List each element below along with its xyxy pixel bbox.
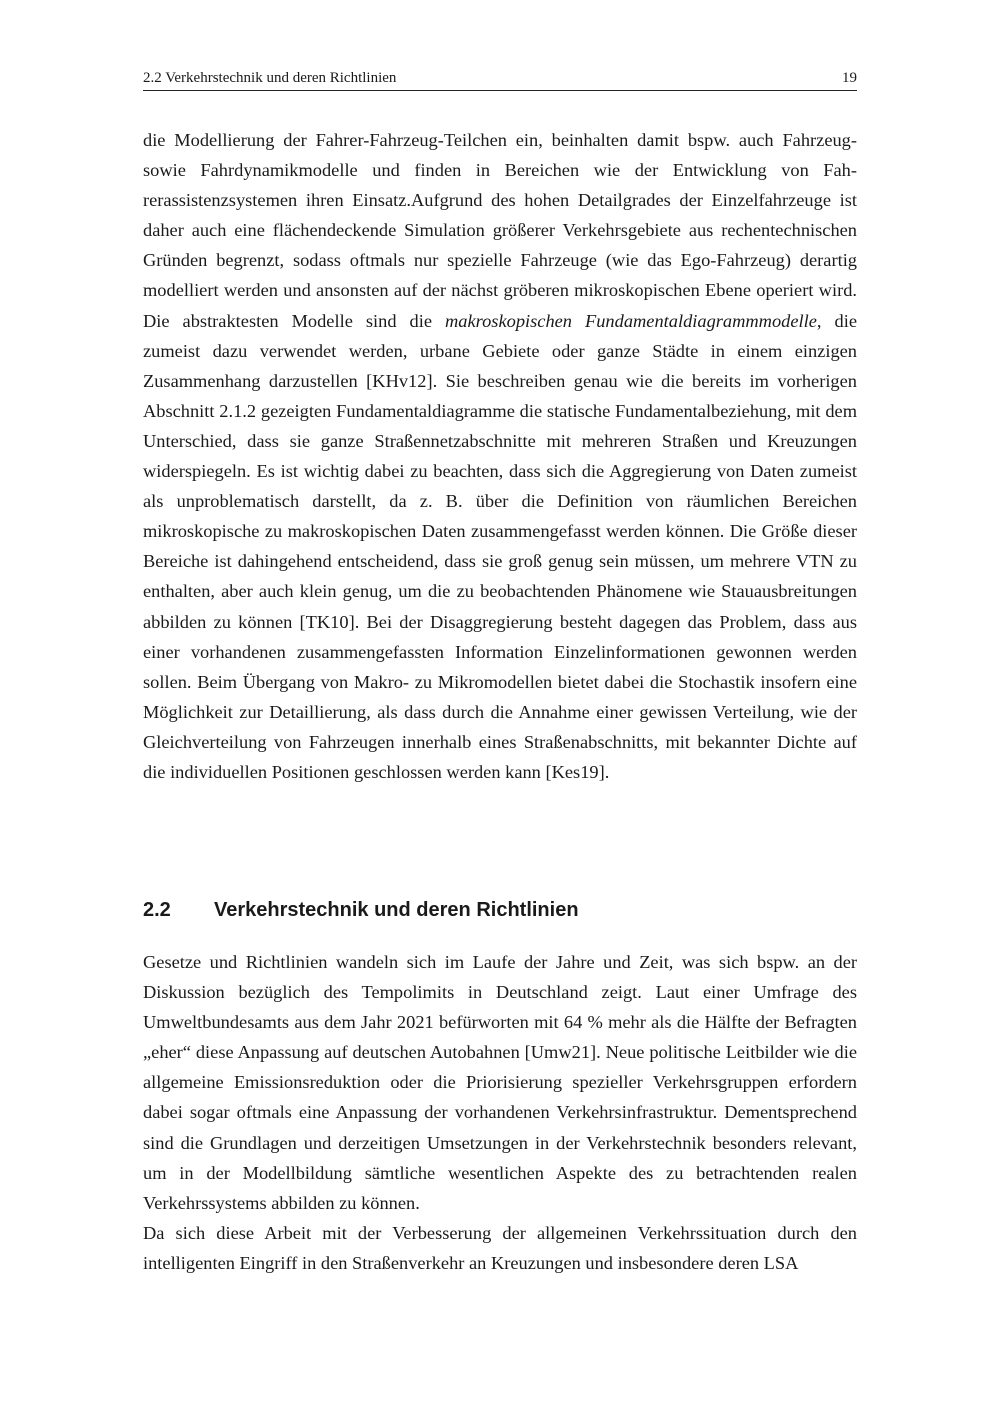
section-heading <box>143 895 857 925</box>
running-header <box>143 68 857 91</box>
page-number: 19 <box>842 70 857 86</box>
paragraph <box>143 125 857 787</box>
running-header-title: 2.2 Verkehrstechnik und deren Richtlinien <box>143 70 397 86</box>
section-body <box>143 947 857 1278</box>
paragraph-text: die Modellierung der Fahrer-Fahrzeug-Teilchen ein, beinhalten damit bspw. auch Fahrzeug- sowie Fahrdynamikmodelle und finden in Bereichen wie der Entwicklung von Fahrerassistenzsystemen ihren Einsatz.Aufgrund des hohen Detailgrades der Einzelfahrzeuge ist daher auch eine flächendeckende Simulation größerer Verkehrsgebiete aus rechentechnischen Gründen begrenzt, sodass oftmals nur spezielle Fahrzeuge (wie das Ego-Fahrzeug) derartig modelliert werden und ansonsten auf der nächst gröberen mikroskopischen Ebene operiert wird. Die abstraktesten Modelle sind die <box>143 130 857 331</box>
paragraph: Gesetze und Richtlinien wandeln sich im Laufe der Jahre und Zeit, was sich bspw. an der Diskussion bezüglich des Tempolimits in Deutschland zeigt. Laut einer Umfrage des Umweltbundesamts aus dem Jahr 2021 befürworten mit 64 % mehr als die Hälfte der Befragten „eher“ diese Anpassung auf deutschen Autobahnen [Umw21]. Neue politische Leitbilder wie die allgemeine Emissionsreduktion oder die Priorisierung spezieller Verkehrsgruppen erfordern dabei sogar oftmals eine Anpassung der vorhandenen Verkehrsinfrastruktur. Dementsprechend sind die Grundlagen und derzeitigen Umsetzungen in der Verkehrstechnik besonders relevant, um in der Modellbildung sämtliche wesentlichen Aspekte des zu betrachtenden realen Verkehrssystems abbilden zu können. <box>143 952 857 1213</box>
paragraph: Da sich diese Arbeit mit der Verbesserung der allgemeinen Verkehrssituation durch den intelligenten Eingriff in den Straßenverkehr an Kreuzungen und insbesondere deren LSA <box>143 1222 857 1273</box>
emphasized-term: makroskopischen Fundamentaldiagrammmodelle <box>445 310 817 331</box>
body-paragraph-continued <box>143 125 857 787</box>
paragraph-text: , die zumeist dazu verwendet werden, urbane Gebiete oder ganze Städte in einem einzigen Zusammenhang darzustellen [KHv12]. Sie beschreiben genau wie die bereits im vorherigen Abschnitt 2.1.2 gezeigten Fundamentaldiagramme die statische Fundamentalbeziehung, mit dem Unterschied, dass sie ganze Straßennetzabschnitte mit mehreren Straßen und Kreuzungen widerspiegeln. Es ist wichtig dabei zu beachten, dass sich die Aggregierung von Daten zumeist als unproblematisch darstellt, da z. B. über die Definition von räumlichen Bereichen mikroskopische zu makroskopischen Daten zusammengefasst werden können. Die Größe dieser Bereiche ist dahingehend entscheidend, dass sie groß genug sein müssen, um mehrere VTN zu enthalten, aber auch klein genug, um die zu beobachtenden Phänomene wie Stauausbreitungen abbilden zu können [TK10]. Bei der Disaggregierung besteht dagegen das Problem, dass aus einer vorhandenen zusammengefassten Information Einzelinformationen gewonnen werden sollen. Beim Übergang von Makro- zu Mikromodellen bietet dabei die Stochastik insofern eine Möglichkeit zur Detaillierung, als dass durch die Annahme einer gewissen Verteilung, wie der Gleichverteilung von Fahrzeugen innerhalb eines Straßenabschnitts, mit bekannter Dichte auf die individuellen Positionen geschlossen werden kann [Kes19]. <box>143 310 857 782</box>
section-title: Verkehrstechnik und deren Richtlinien <box>214 899 579 921</box>
section-number: 2.2 <box>143 899 171 921</box>
